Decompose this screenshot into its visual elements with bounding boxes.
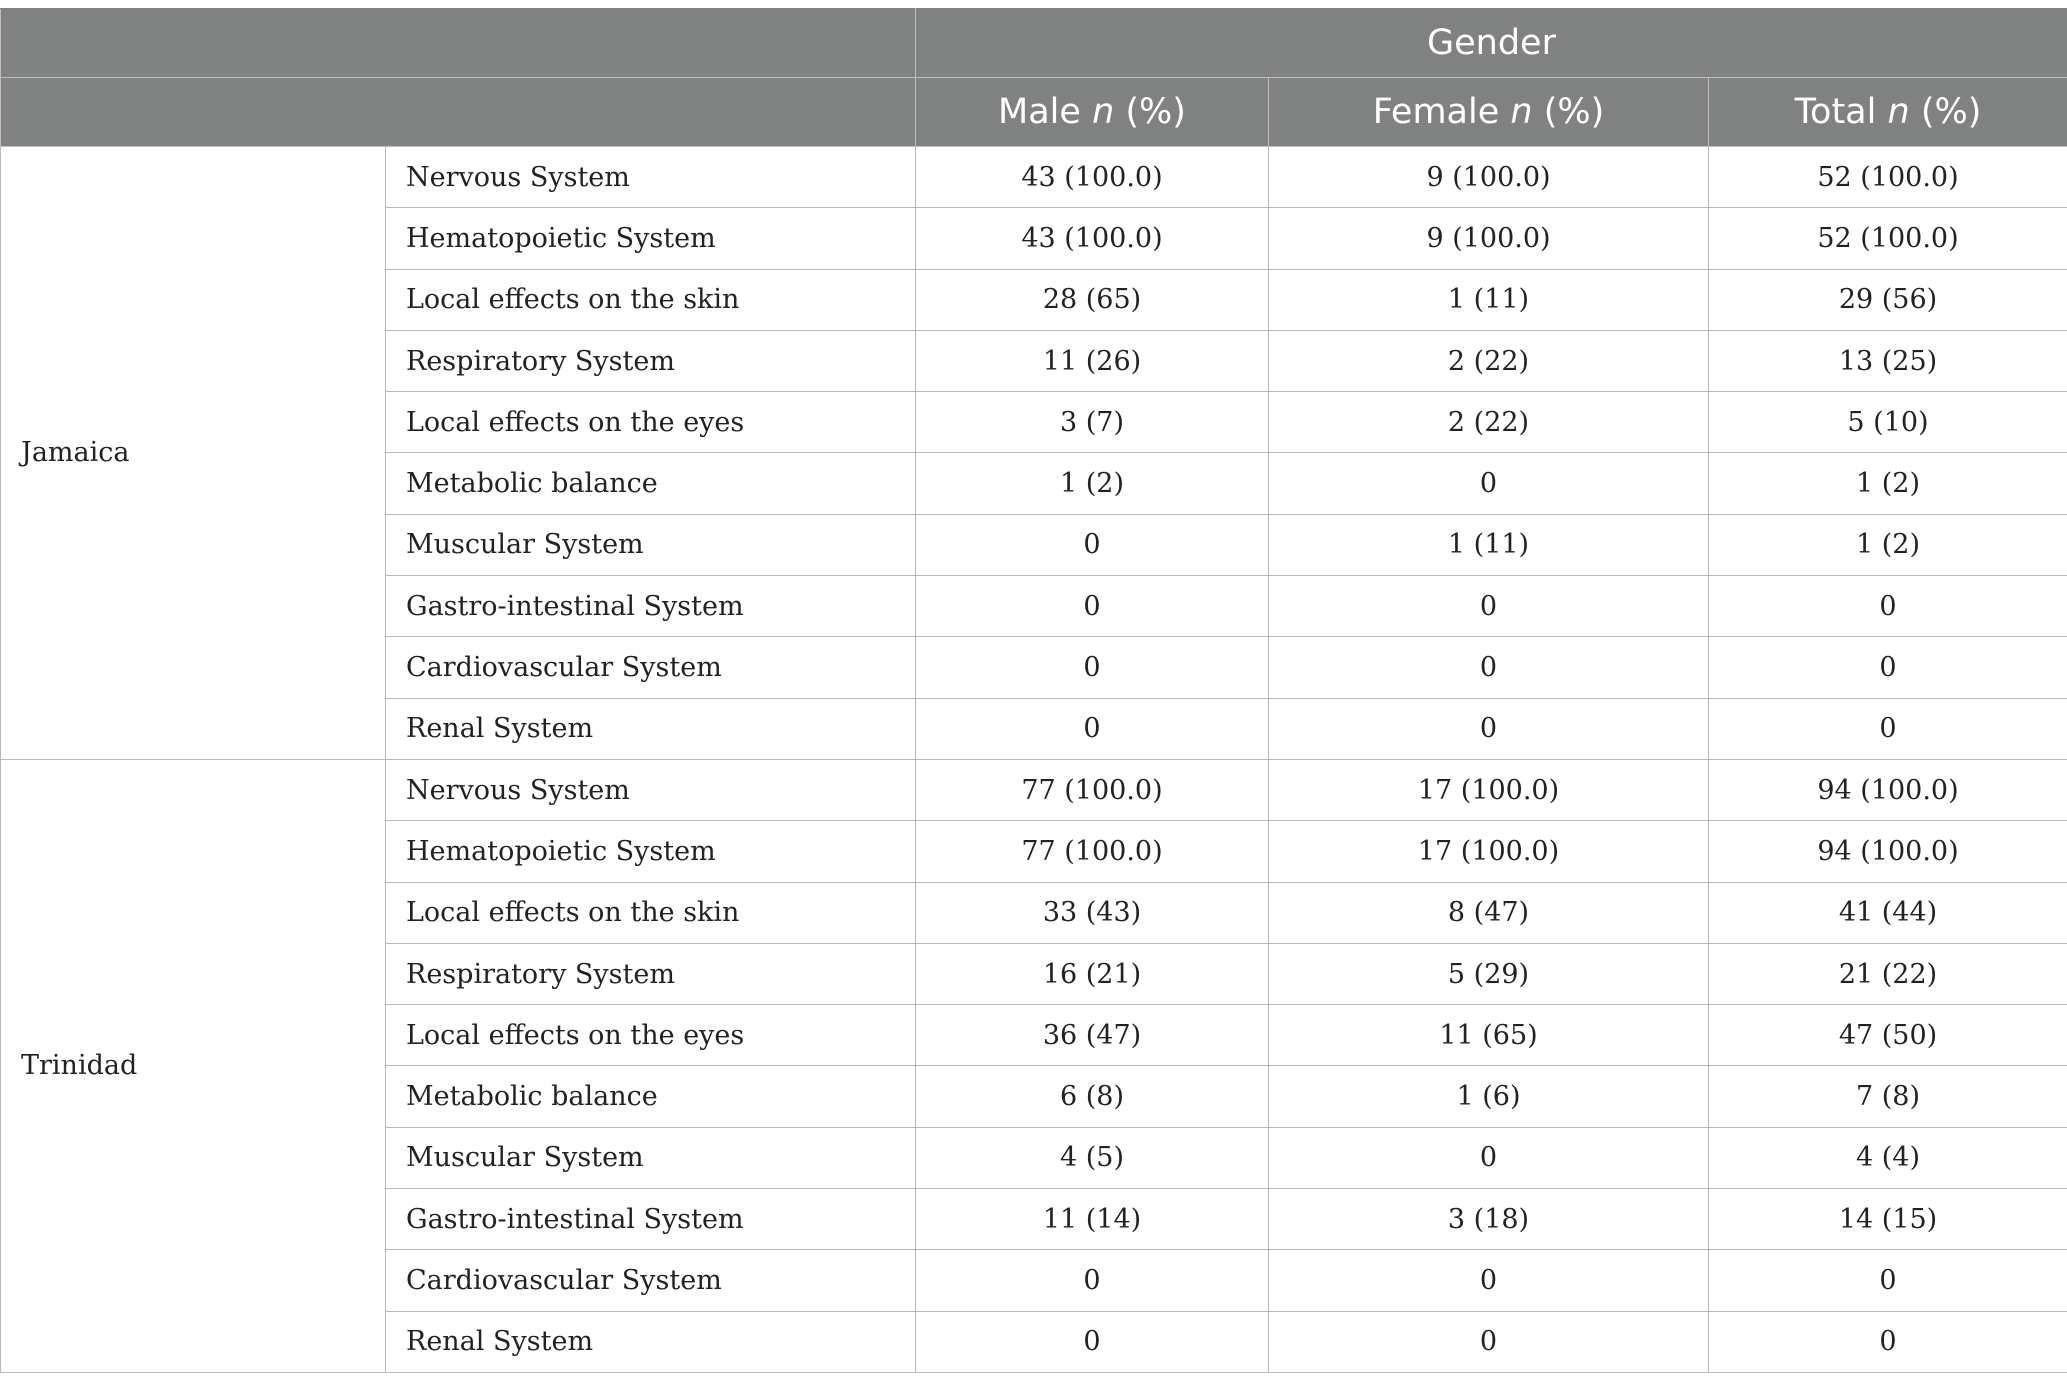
column-stat: n	[1510, 92, 1533, 132]
total-value: 1 (2)	[1709, 453, 2067, 514]
row-label: Nervous System	[386, 759, 916, 820]
female-value: 0	[1269, 1127, 1709, 1188]
column-header-male	[916, 78, 1269, 147]
column-unit: (%)	[1920, 92, 1982, 132]
male-value: 33 (43)	[916, 882, 1269, 943]
column-unit: (%)	[1125, 92, 1186, 132]
female-value: 17 (100.0)	[1269, 821, 1709, 882]
data-table	[0, 8, 2067, 1373]
male-value: 4 (5)	[916, 1127, 1269, 1188]
header-row-group	[1, 9, 2067, 78]
total-value: 0	[1709, 576, 2067, 637]
total-value: 13 (25)	[1709, 330, 2067, 391]
female-value: 0	[1269, 698, 1709, 759]
male-value: 0	[916, 1311, 1269, 1372]
total-value: 52 (100.0)	[1709, 208, 2067, 269]
male-value: 16 (21)	[916, 943, 1269, 1004]
row-label: Muscular System	[386, 1127, 916, 1188]
male-value: 0	[916, 576, 1269, 637]
male-value: 11 (14)	[916, 1189, 1269, 1250]
table-header	[1, 9, 2067, 147]
female-value: 2 (22)	[1269, 392, 1709, 453]
table-row	[1, 147, 2067, 208]
male-value: 43 (100.0)	[916, 208, 1269, 269]
female-value: 2 (22)	[1269, 330, 1709, 391]
male-value: 0	[916, 637, 1269, 698]
total-value: 0	[1709, 698, 2067, 759]
male-value: 1 (2)	[916, 453, 1269, 514]
male-value: 0	[916, 514, 1269, 575]
male-value: 36 (47)	[916, 1005, 1269, 1066]
group-name-jamaica: Jamaica	[1, 147, 386, 760]
female-value: 1 (11)	[1269, 269, 1709, 330]
column-stat: n	[1092, 92, 1115, 132]
column-name: Total	[1794, 92, 1877, 132]
row-label: Cardiovascular System	[386, 1250, 916, 1311]
total-value: 0	[1709, 1250, 2067, 1311]
row-label: Renal System	[386, 698, 916, 759]
row-label: Muscular System	[386, 514, 916, 575]
row-label: Nervous System	[386, 147, 916, 208]
row-label: Local effects on the eyes	[386, 1005, 916, 1066]
total-value: 5 (10)	[1709, 392, 2067, 453]
row-label: Gastro-intestinal System	[386, 576, 916, 637]
row-label: Metabolic balance	[386, 1066, 916, 1127]
row-label: Cardiovascular System	[386, 637, 916, 698]
male-value: 0	[916, 1250, 1269, 1311]
male-value: 43 (100.0)	[916, 147, 1269, 208]
female-value: 8 (47)	[1269, 882, 1709, 943]
male-value: 77 (100.0)	[916, 759, 1269, 820]
total-value: 94 (100.0)	[1709, 821, 2067, 882]
row-label: Local effects on the skin	[386, 269, 916, 330]
total-value: 47 (50)	[1709, 1005, 2067, 1066]
table-body	[1, 147, 2067, 1373]
column-unit: (%)	[1543, 92, 1605, 132]
total-value: 4 (4)	[1709, 1127, 2067, 1188]
row-label: Hematopoietic System	[386, 821, 916, 882]
female-value: 1 (6)	[1269, 1066, 1709, 1127]
male-value: 77 (100.0)	[916, 821, 1269, 882]
row-label: Respiratory System	[386, 330, 916, 391]
male-value: 28 (65)	[916, 269, 1269, 330]
total-value: 1 (2)	[1709, 514, 2067, 575]
row-label: Renal System	[386, 1311, 916, 1372]
header-blank-cell	[1, 9, 916, 78]
female-value: 3 (18)	[1269, 1189, 1709, 1250]
column-stat: n	[1887, 92, 1910, 132]
female-value: 5 (29)	[1269, 943, 1709, 1004]
row-label: Hematopoietic System	[386, 208, 916, 269]
total-value: 14 (15)	[1709, 1189, 2067, 1250]
female-value: 0	[1269, 637, 1709, 698]
total-value: 94 (100.0)	[1709, 759, 2067, 820]
total-value: 0	[1709, 637, 2067, 698]
total-value: 7 (8)	[1709, 1066, 2067, 1127]
male-value: 3 (7)	[916, 392, 1269, 453]
female-value: 9 (100.0)	[1269, 147, 1709, 208]
row-label: Respiratory System	[386, 943, 916, 1004]
total-value: 41 (44)	[1709, 882, 2067, 943]
row-label: Gastro-intestinal System	[386, 1189, 916, 1250]
male-value: 11 (26)	[916, 330, 1269, 391]
female-value: 0	[1269, 576, 1709, 637]
female-value: 0	[1269, 453, 1709, 514]
female-value: 0	[1269, 1250, 1709, 1311]
female-value: 17 (100.0)	[1269, 759, 1709, 820]
column-name: Female	[1372, 92, 1500, 132]
total-value: 52 (100.0)	[1709, 147, 2067, 208]
row-label: Local effects on the eyes	[386, 392, 916, 453]
row-label: Metabolic balance	[386, 453, 916, 514]
column-name: Male	[998, 92, 1081, 132]
total-value: 29 (56)	[1709, 269, 2067, 330]
column-header-total	[1709, 78, 2067, 147]
male-value: 0	[916, 698, 1269, 759]
row-label: Local effects on the skin	[386, 882, 916, 943]
female-value: 11 (65)	[1269, 1005, 1709, 1066]
female-value: 9 (100.0)	[1269, 208, 1709, 269]
total-value: 21 (22)	[1709, 943, 2067, 1004]
header-blank-cell	[1, 78, 916, 147]
header-row-columns	[1, 78, 2067, 147]
total-value: 0	[1709, 1311, 2067, 1372]
table-row	[1, 759, 2067, 820]
group-name-trinidad: Trinidad	[1, 759, 386, 1372]
male-value: 6 (8)	[916, 1066, 1269, 1127]
column-header-female	[1269, 78, 1709, 147]
gender-header: Gender	[916, 9, 2067, 78]
female-value: 1 (11)	[1269, 514, 1709, 575]
female-value: 0	[1269, 1311, 1709, 1372]
